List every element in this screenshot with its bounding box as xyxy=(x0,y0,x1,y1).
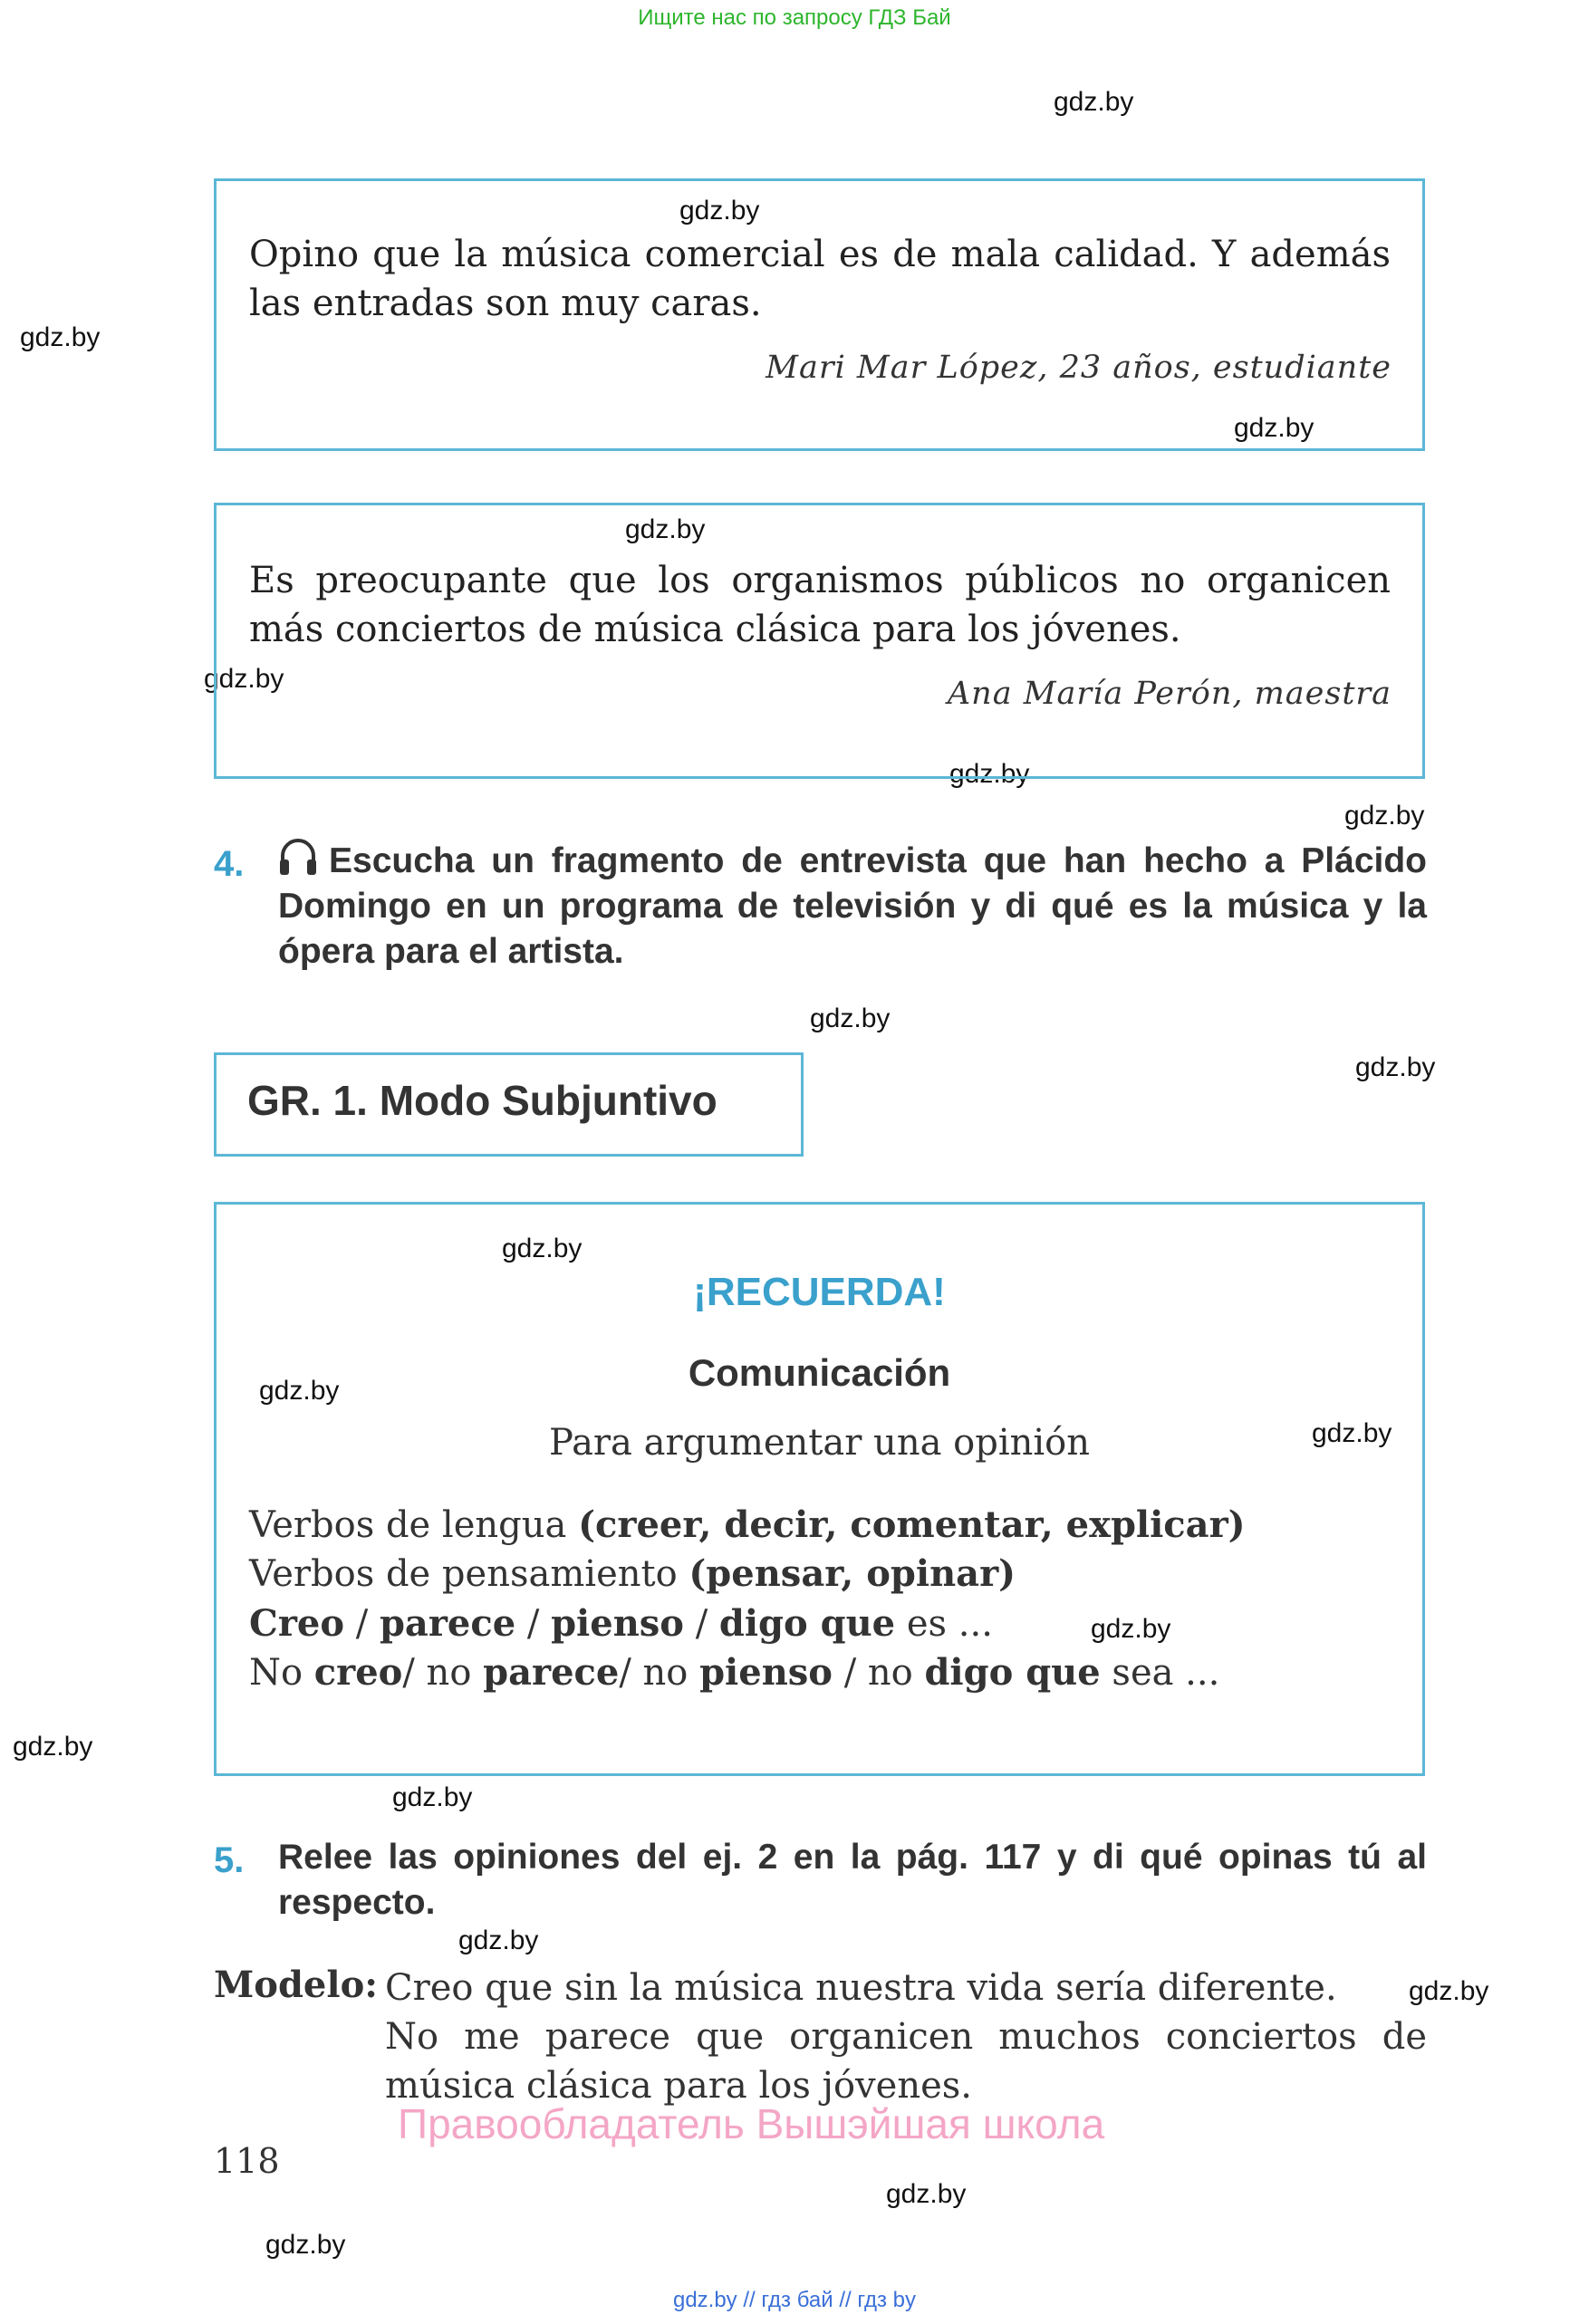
recuerda-line: Creo / parece / pienso / digo que es ... xyxy=(249,1602,993,1645)
quote-author: Ana María Perón, maestra xyxy=(947,676,1392,712)
top-banner[interactable]: Ищите нас по запросу ГДЗ Бай xyxy=(638,5,951,30)
recuerda-line: No creo/ no parece/ no pienso / no digo que sea ... xyxy=(249,1651,1220,1694)
exercise-text: Relee las opiniones del ej. 2 en la pág. 117 y di qué opinas tú al respecto. xyxy=(278,1838,1427,1922)
exercise-text: Escucha un fragmento de entrevista que han hecho a Plácido Domingo en un programa de televisión y di qué es la música y la ópera para el artista. xyxy=(278,841,1427,971)
quote-author: Mari Mar López, 23 años, estudiante xyxy=(766,350,1392,386)
recuerda-heading: ¡RECUERDA! xyxy=(693,1270,946,1314)
watermark: gdz.by xyxy=(1054,87,1134,117)
exercise-number: 5. xyxy=(214,1840,245,1880)
watermark: gdz.by xyxy=(1312,1418,1392,1448)
watermark: gdz.by xyxy=(949,759,1030,789)
recuerda-line: Verbos de lengua (creer, decir, comentar, explicar) xyxy=(249,1503,1246,1546)
watermark: gdz.by xyxy=(1355,1052,1436,1082)
watermark: gdz.by xyxy=(886,2179,967,2209)
recuerda-intro: Para argumentar una opinión xyxy=(548,1422,1091,1464)
watermark: gdz.by xyxy=(20,322,101,352)
watermark: gdz.by xyxy=(502,1234,583,1263)
watermark: gdz.by xyxy=(392,1782,473,1812)
page-number: 118 xyxy=(214,2141,280,2181)
watermark: gdz.by xyxy=(1091,1614,1171,1644)
exercise-number: 4. xyxy=(214,844,245,884)
quote-text: Opino que la música comercial es de mala calidad. Y además las entradas son muy caras. xyxy=(249,234,1391,324)
modelo-text: Creo que sin la música nuestra vida sería diferente. xyxy=(385,1967,1337,2009)
watermark: gdz.by xyxy=(458,1925,539,1955)
copyright-notice: Правообладатель Вышэйшая школа xyxy=(398,2100,1105,2147)
watermark: gdz.by xyxy=(265,2230,346,2260)
watermark: gdz.by xyxy=(810,1004,891,1033)
watermark: gdz.by xyxy=(679,196,760,226)
bottom-links[interactable]: gdz.by // гдз бай // гдз by xyxy=(672,2288,917,2312)
watermark: gdz.by xyxy=(1234,413,1315,443)
watermark: gdz.by xyxy=(259,1376,340,1406)
watermark: gdz.by xyxy=(13,1732,93,1762)
grammar-title: GR. 1. Modo Subjuntivo xyxy=(247,1077,717,1124)
modelo-label: Modelo: xyxy=(214,1964,379,2006)
watermark: gdz.by xyxy=(625,514,706,544)
recuerda-line: Verbos de pensamiento (pensar, opinar) xyxy=(249,1552,1016,1595)
recuerda-subheading: Comunicación xyxy=(688,1351,951,1394)
modelo-text: No me parece que organicen muchos conciertos de música clásica para los jóvenes. xyxy=(385,2016,1427,2107)
watermark: gdz.by xyxy=(204,664,284,694)
watermark: gdz.by xyxy=(1409,1976,1489,2006)
watermark: gdz.by xyxy=(1344,801,1425,831)
quote-text: Es preocupante que los organismos públicos no organicen más conciertos de música clásica para los jóvenes. xyxy=(249,560,1391,650)
